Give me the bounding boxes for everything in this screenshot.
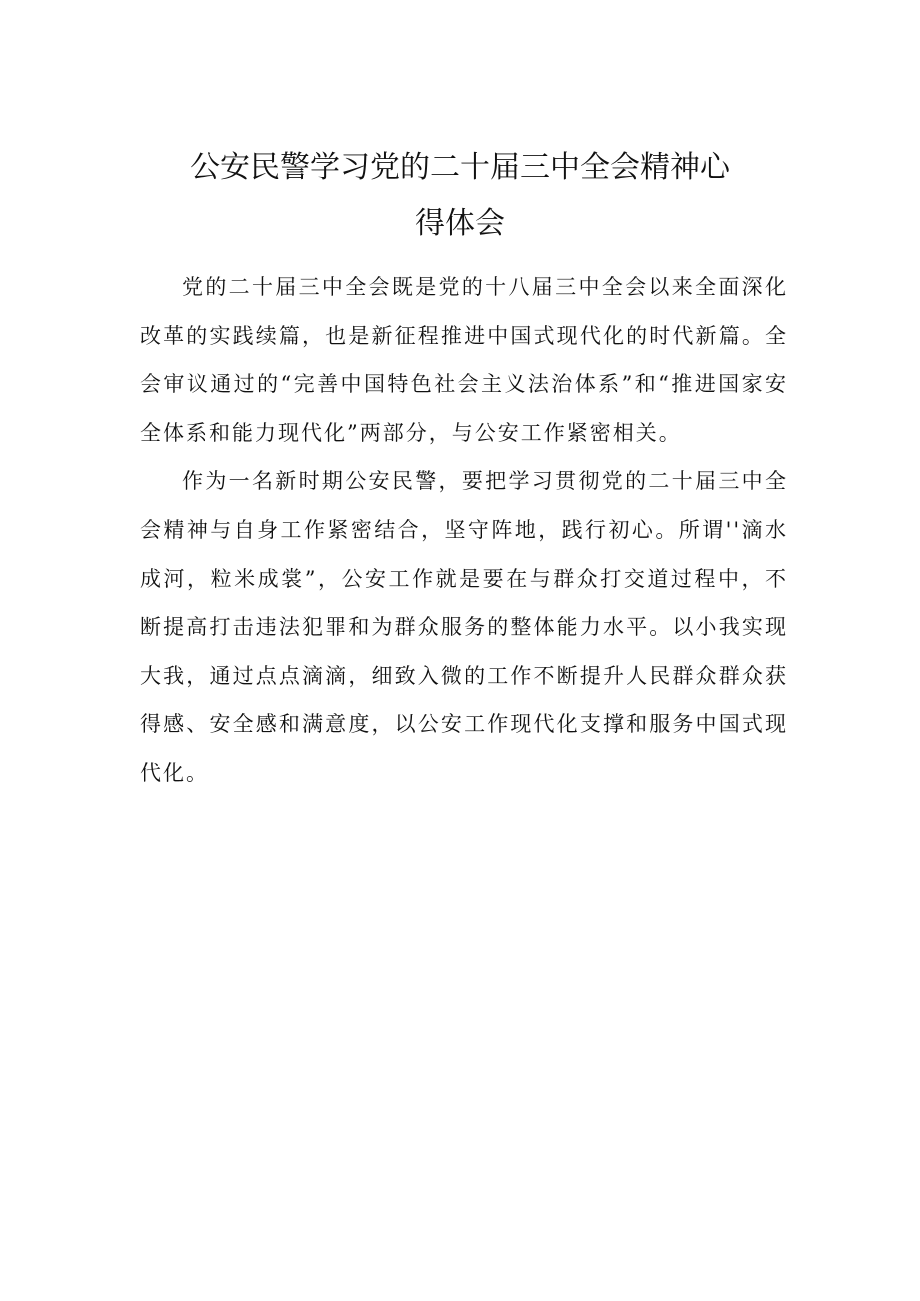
document-title bbox=[140, 140, 780, 252]
paragraph-1: 党的二十届三中全会既是党的十八届三中全会以来全面深化改革的实践续篇，也是新征程推进中国式现代化的时代新篇。全会审议通过的“完善中国特色社会主义法治体系”和“推进国家安全体系和能力现代化”两部分，与公安工作紧密相关。 bbox=[140, 275, 788, 445]
document-body bbox=[140, 263, 788, 798]
title-line-2: 得体会 bbox=[415, 206, 505, 241]
paragraph-2: 作为一名新时期公安民警，要把学习贯彻党的二十届三中全会精神与自身工作紧密结合，坚守阵地，践行初心。所谓''滴水成河，粒米成裳”，公安工作就是要在与群众打交道过程中，不断提高打击违法犯罪和为群众服务的整体能力水平。以小我实现大我，通过点点滴滴，细致入微的工作不断提升人民群众群众获得感、安全感和满意度，以公安工作现代化支撑和服务中国式现代化。 bbox=[140, 469, 788, 785]
title-line-1: 公安民警学习党的二十届三中全会精神心 bbox=[190, 150, 730, 185]
